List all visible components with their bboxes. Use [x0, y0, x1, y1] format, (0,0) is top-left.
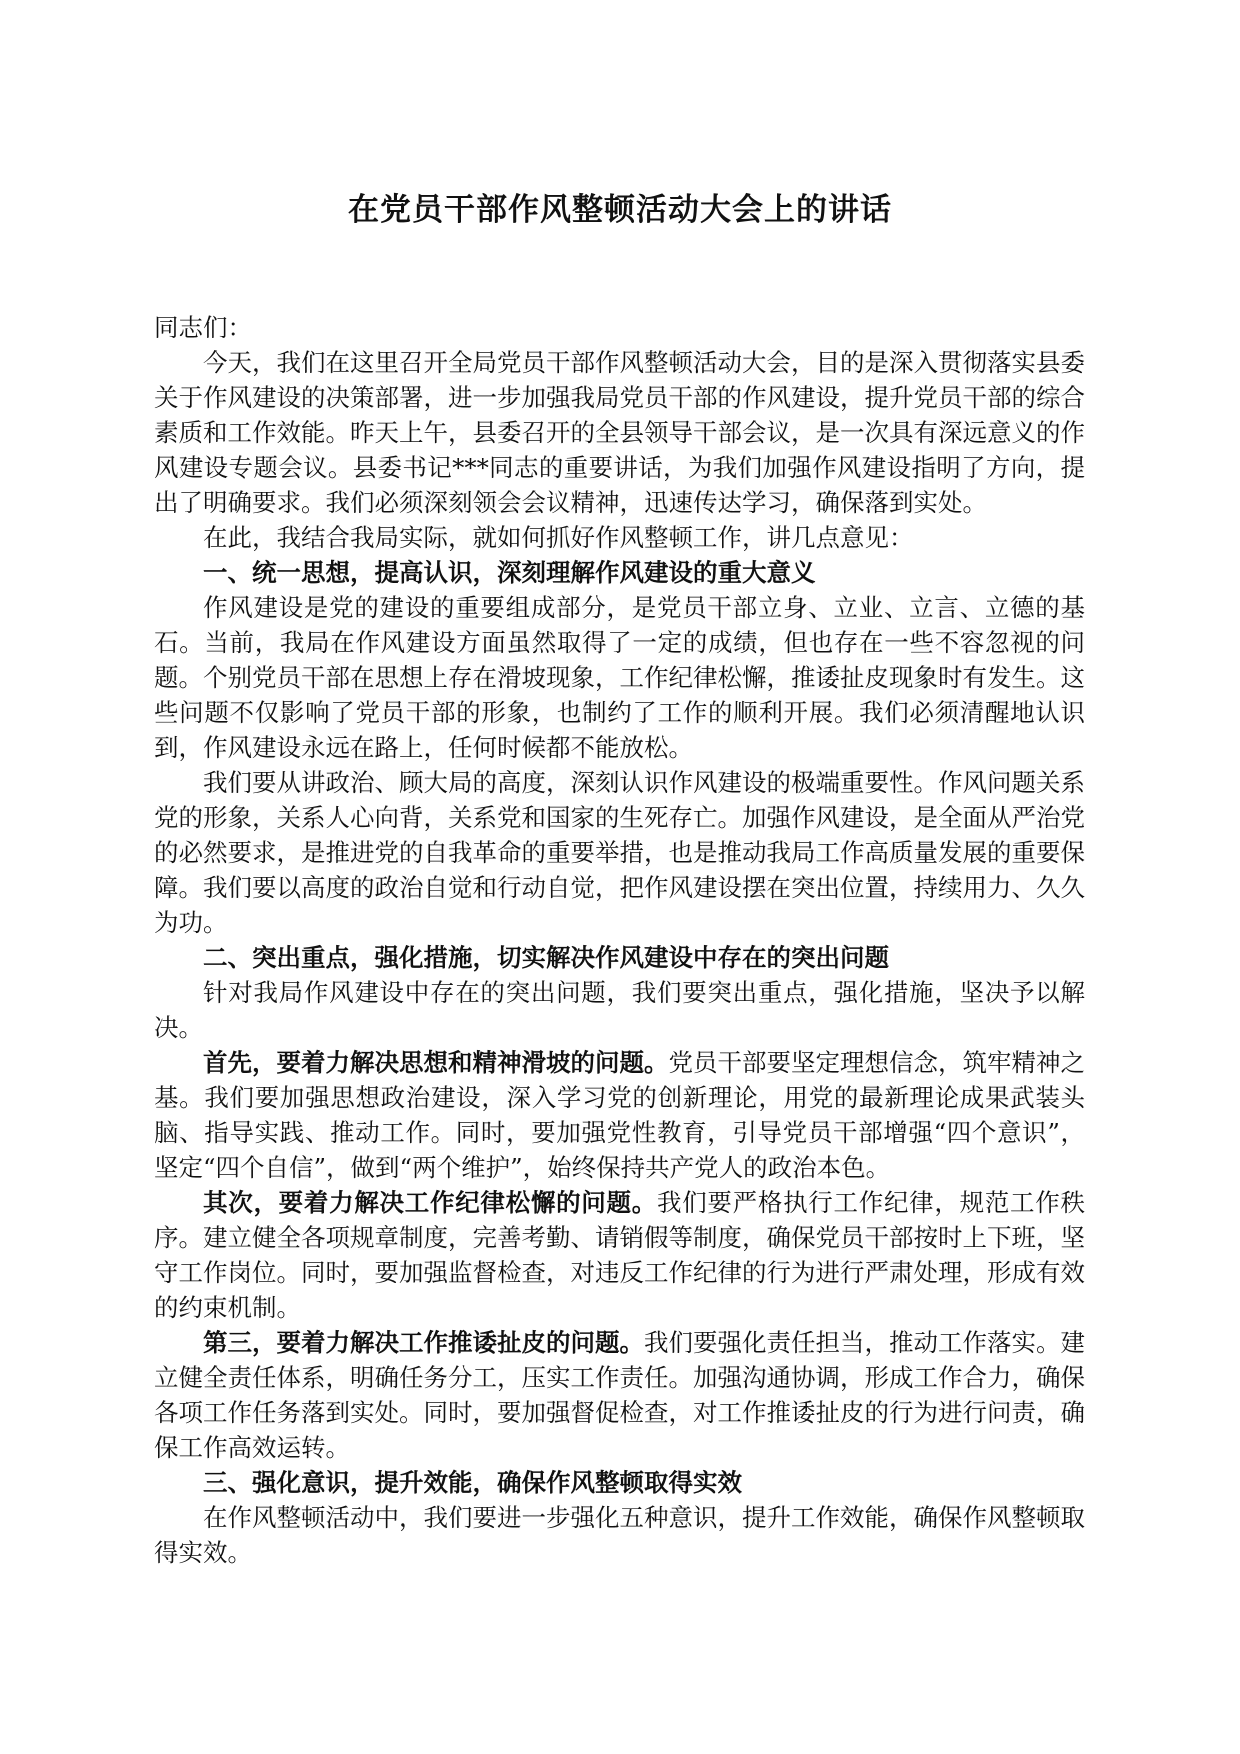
paragraph-point-third: [154, 1325, 1085, 1465]
document-body: [154, 310, 1085, 1570]
point-second-text: 我们要严格执行工作纪律，规范工作秩序。建立健全各项规章制度，完善考勤、请销假等制度，确保党员干部按时上下班，坚守工作岗位。同时，要加强监督检查，对违反工作纪律的行为进行严肃处理，形成有效的约束机制。: [154, 1188, 1085, 1322]
paragraph-section1-a: 作风建设是党的建设的重要组成部分，是党员干部立身、立业、立言、立德的基石。当前，我局在作风建设方面虽然取得了一定的成绩，但也存在一些不容忽视的问题。个别党员干部在思想上存在滑坡现象，工作纪律松懈，推诿扯皮现象时有发生。这些问题不仅影响了党员干部的形象，也制约了工作的顺利开展。我们必须清醒地认识到，作风建设永远在路上，任何时候都不能放松。: [154, 593, 1085, 762]
document-title: 在党员干部作风整顿活动大会上的讲话: [348, 192, 892, 228]
paragraph-section3-intro: 在作风整顿活动中，我们要进一步强化五种意识，提升工作效能，确保作风整顿取得实效。: [154, 1503, 1085, 1567]
section-heading-3: 三、强化意识，提升效能，确保作风整顿取得实效: [203, 1468, 742, 1497]
point-first-lead: 首先，要着力解决思想和精神滑坡的问题。: [203, 1048, 669, 1077]
paragraph-point-first: [154, 1045, 1085, 1185]
section-heading-2: 二、突出重点，强化措施，切实解决作风建设中存在的突出问题: [203, 943, 889, 972]
paragraph-section1-b: 我们要从讲政治、顾大局的高度，深刻认识作风建设的极端重要性。作风问题关系党的形象，关系人心向背，关系党和国家的生死存亡。加强作风建设，是全面从严治党的必然要求，是推进党的自我革命的重要举措，也是推动我局工作高质量发展的重要保障。我们要以高度的政治自觉和行动自觉，把作风建设摆在突出位置，持续用力、久久为功。: [154, 768, 1085, 937]
paragraph-section2-intro: 针对我局作风建设中存在的突出问题，我们要突出重点，强化措施，坚决予以解决。: [154, 978, 1085, 1042]
point-third-lead: 第三，要着力解决工作推诿扯皮的问题。: [203, 1328, 644, 1357]
salutation: 同志们：: [154, 313, 252, 342]
section-heading-1: 一、统一思想，提高认识，深刻理解作风建设的重大意义: [203, 558, 816, 587]
paragraph-opening: 今天，我们在这里召开全局党员干部作风整顿活动大会，目的是深入贯彻落实县委关于作风建设的决策部署，进一步加强我局党员干部的作风建设，提升党员干部的综合素质和工作效能。昨天上午，县委召开的全县领导干部会议，是一次具有深远意义的作风建设专题会议。县委书记***同志的重要讲话，为我们加强作风建设指明了方向，提出了明确要求。我们必须深刻领会会议精神，迅速传达学习，确保落到实处。: [154, 348, 1085, 517]
point-third-text: 我们要强化责任担当，推动工作落实。建立健全责任体系，明确任务分工，压实工作责任。加强沟通协调，形成工作合力，确保各项工作任务落到实处。同时，要加强督促检查，对工作推诿扯皮的行为进行问责，确保工作高效运转。: [154, 1328, 1085, 1462]
paragraph-intro-points: 在此，我结合我局实际，就如何抓好作风整顿工作，讲几点意见：: [203, 523, 914, 552]
point-first-text: 党员干部要坚定理想信念，筑牢精神之基。我们要加强思想政治建设，深入学习党的创新理论，用党的最新理论成果武装头脑、指导实践、推动工作。同时，要加强党性教育，引导党员干部增强“四个意识”，坚定“四个自信”，做到“两个维护”，始终保持共产党人的政治本色。: [154, 1048, 1085, 1182]
point-second-lead: 其次，要着力解决工作纪律松懈的问题。: [203, 1188, 657, 1217]
paragraph-point-second: [154, 1185, 1085, 1325]
